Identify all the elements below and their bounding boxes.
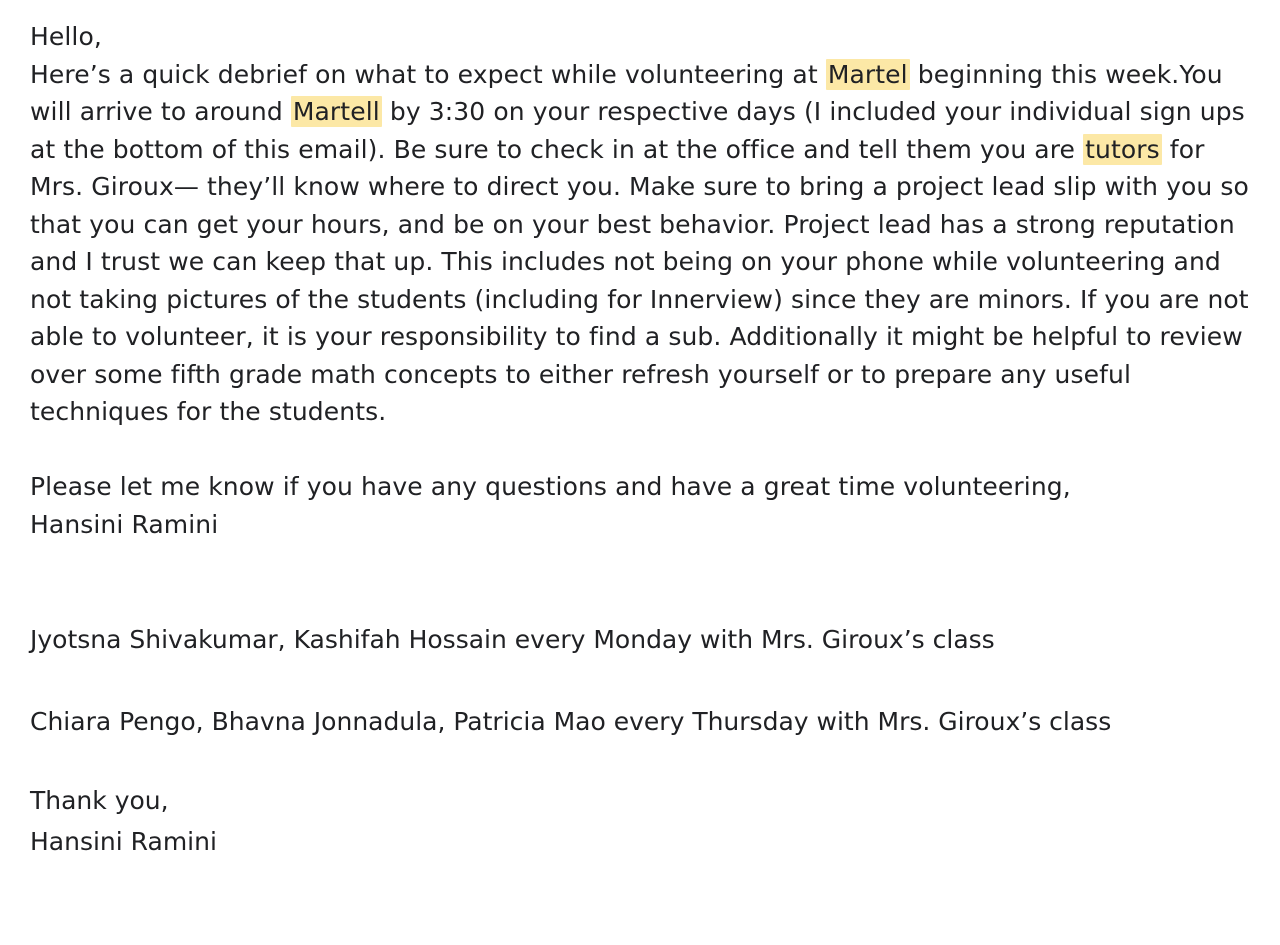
intro-text-segment-4: for Mrs. Giroux— they’ll know where to direct you. Make sure to bring a project lead slip with you so that you can get your hours, and be on your best behavior. Project lead has a strong reputation and I trust we can keep that up. This includes not being on your phone while volunteering and not taking pictures of the students (including for Innerview) since they are minors. If you are not able to volunteer, it is your responsibility to find a sub. Additionally it might be helpful to review over some fifth grade math concepts to either refresh yourself or to prepare any useful techniques for the students. [30, 134, 1249, 426]
highlight-martell: Martell [292, 97, 380, 126]
schedule-entry-thursday: Chiara Pengo, Bhavna Jonnadula, Patricia Mao every Thursday with Mrs. Giroux’s class [30, 707, 1112, 736]
intro-paragraph [30, 56, 1250, 431]
signoff-name-line: Hansini Ramini [30, 827, 217, 856]
signoff-thanks-line: Thank you, [30, 786, 169, 815]
intro-text-segment-1: Here’s a quick debrief on what to expect while volunteering at [30, 59, 826, 89]
schedule-spacer-1 [30, 660, 1250, 701]
message-body [30, 18, 1250, 543]
highlight-tutors: tutors [1085, 134, 1160, 164]
closing-signature-name: Hansini Ramini [30, 509, 219, 539]
intro-text-segment-3: by 3:30 on your respective days (I included your individual sign ups at the bottom of this email). Be sure to check in at the office and tell them you are [30, 97, 1245, 164]
schedule-entry-monday: Jyotsna Shivakumar, Kashifah Hossain every Monday with Mrs. Giroux’s class [30, 625, 995, 654]
section-spacer [30, 543, 1250, 619]
paragraph-spacer [30, 431, 1250, 469]
highlight-martel: Martel [827, 59, 908, 89]
greeting-line: Hello, [30, 22, 102, 51]
schedule-spacer-2 [30, 742, 1250, 780]
intro-text-segment-2: beginning this week.You will arrive to around [30, 59, 1223, 126]
closing-question-line: Please let me know if you have any questions and have a great time volunteering, [30, 472, 1071, 501]
